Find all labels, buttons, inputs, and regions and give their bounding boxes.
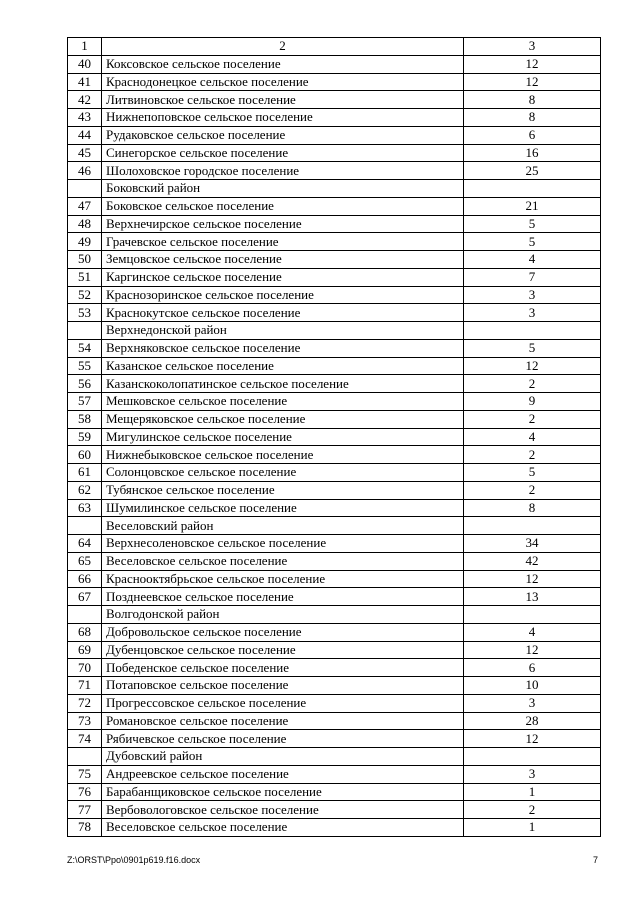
deputy-count: 2	[464, 481, 601, 499]
table-row	[68, 570, 601, 588]
table-row	[68, 641, 601, 659]
deputy-count: 7	[464, 268, 601, 286]
deputy-count: 12	[464, 357, 601, 375]
row-number: 58	[68, 410, 102, 428]
settlement-name: Веселовское сельское поселение	[102, 552, 464, 570]
row-number: 52	[68, 286, 102, 304]
table-row	[68, 677, 601, 695]
settlement-name: Верхнечирское сельское поселение	[102, 215, 464, 233]
district-header-row	[68, 517, 601, 535]
deputy-count: 3	[464, 765, 601, 783]
district-header-row	[68, 180, 601, 198]
row-number: 63	[68, 499, 102, 517]
table-row	[68, 162, 601, 180]
header-col-count: 3	[464, 38, 601, 56]
table-row	[68, 783, 601, 801]
row-number: 66	[68, 570, 102, 588]
deputy-count: 12	[464, 55, 601, 73]
settlement-name: Земцовское сельское поселение	[102, 251, 464, 269]
settlement-name: Прогрессовское сельское поселение	[102, 694, 464, 712]
table-row	[68, 499, 601, 517]
deputy-count: 3	[464, 694, 601, 712]
file-path: Z:\ORST\Ppo\0901p619.f16.docx	[67, 855, 201, 865]
row-number	[68, 322, 102, 340]
settlement-name: Мигулинское сельское поселение	[102, 428, 464, 446]
row-number: 70	[68, 659, 102, 677]
deputy-count: 42	[464, 552, 601, 570]
deputy-count: 4	[464, 428, 601, 446]
settlement-name: Боковское сельское поселение	[102, 197, 464, 215]
table-row	[68, 552, 601, 570]
deputy-count: 2	[464, 446, 601, 464]
row-number	[68, 748, 102, 766]
deputy-count: 5	[464, 464, 601, 482]
row-number	[68, 606, 102, 624]
settlement-name: Литвиновское сельское поселение	[102, 91, 464, 109]
table-row	[68, 251, 601, 269]
table-row	[68, 55, 601, 73]
deputy-count: 5	[464, 215, 601, 233]
row-number: 61	[68, 464, 102, 482]
deputy-count: 8	[464, 499, 601, 517]
row-number	[68, 517, 102, 535]
settlement-name: Дубенцовское сельское поселение	[102, 641, 464, 659]
district-header-row	[68, 606, 601, 624]
row-number: 78	[68, 819, 102, 837]
row-number: 40	[68, 55, 102, 73]
row-number: 64	[68, 535, 102, 553]
settlement-name: Победенское сельское поселение	[102, 659, 464, 677]
row-number: 57	[68, 393, 102, 411]
table-row	[68, 428, 601, 446]
deputy-count: 4	[464, 251, 601, 269]
row-number: 65	[68, 552, 102, 570]
table-row	[68, 304, 601, 322]
table-row	[68, 659, 601, 677]
deputy-count: 12	[464, 730, 601, 748]
settlement-name: Боковский район	[102, 180, 464, 198]
deputy-count: 1	[464, 783, 601, 801]
row-number: 50	[68, 251, 102, 269]
deputy-count	[464, 517, 601, 535]
row-number: 62	[68, 481, 102, 499]
settlement-name: Андреевское сельское поселение	[102, 765, 464, 783]
deputy-count: 25	[464, 162, 601, 180]
row-number: 77	[68, 801, 102, 819]
table-row	[68, 623, 601, 641]
settlement-name: Солонцовское сельское поселение	[102, 464, 464, 482]
settlement-name: Потаповское сельское поселение	[102, 677, 464, 695]
district-header-row	[68, 322, 601, 340]
table-row	[68, 268, 601, 286]
settlement-name: Веселовское сельское поселение	[102, 819, 464, 837]
table-row	[68, 765, 601, 783]
row-number: 45	[68, 144, 102, 162]
row-number: 56	[68, 375, 102, 393]
settlement-name: Веселовский район	[102, 517, 464, 535]
deputy-count: 12	[464, 641, 601, 659]
table-row	[68, 410, 601, 428]
deputy-count: 8	[464, 109, 601, 127]
deputy-count: 21	[464, 197, 601, 215]
settlement-name: Верхнедонской район	[102, 322, 464, 340]
settlement-name: Верхняковское сельское поселение	[102, 339, 464, 357]
settlement-name: Волгодонской район	[102, 606, 464, 624]
table-row	[68, 730, 601, 748]
row-number: 48	[68, 215, 102, 233]
settlement-name: Казанскоколопатинское сельское поселение	[102, 375, 464, 393]
settlement-name: Краснокутское сельское поселение	[102, 304, 464, 322]
deputy-count: 13	[464, 588, 601, 606]
deputy-count: 34	[464, 535, 601, 553]
settlement-name: Шумилинское сельское поселение	[102, 499, 464, 517]
deputy-count: 5	[464, 233, 601, 251]
row-number: 43	[68, 109, 102, 127]
table-row	[68, 109, 601, 127]
page-number: 7	[592, 855, 598, 865]
settlement-name: Верхнесоленовское сельское поселение	[102, 535, 464, 553]
district-header-row	[68, 748, 601, 766]
settlement-name: Тубянское сельское поселение	[102, 481, 464, 499]
settlement-name: Краснозоринское сельское поселение	[102, 286, 464, 304]
row-number: 67	[68, 588, 102, 606]
settlement-name: Краснодонецкое сельское поселение	[102, 73, 464, 91]
settlement-name: Шолоховское городское поселение	[102, 162, 464, 180]
table-row	[68, 464, 601, 482]
settlement-name: Барабанщиковское сельское поселение	[102, 783, 464, 801]
table-row	[68, 91, 601, 109]
deputy-count: 3	[464, 304, 601, 322]
row-number	[68, 180, 102, 198]
row-number: 54	[68, 339, 102, 357]
settlement-name: Синегорское сельское поселение	[102, 144, 464, 162]
deputy-count: 2	[464, 410, 601, 428]
table-row	[68, 215, 601, 233]
deputy-count	[464, 180, 601, 198]
table-row	[68, 535, 601, 553]
header-col-name: 2	[102, 38, 464, 56]
settlement-name: Романовское сельское поселение	[102, 712, 464, 730]
row-number: 42	[68, 91, 102, 109]
deputy-count: 2	[464, 801, 601, 819]
row-number: 72	[68, 694, 102, 712]
row-number: 60	[68, 446, 102, 464]
settlement-name: Мешковское сельское поселение	[102, 393, 464, 411]
settlement-name: Грачевское сельское поселение	[102, 233, 464, 251]
table-row	[68, 801, 601, 819]
table-row	[68, 233, 601, 251]
deputy-count: 28	[464, 712, 601, 730]
table-row	[68, 375, 601, 393]
table-row	[68, 588, 601, 606]
table-row	[68, 481, 601, 499]
settlement-name: Вербовологовское сельское поселение	[102, 801, 464, 819]
deputy-count: 16	[464, 144, 601, 162]
settlement-name: Позднеевское сельское поселение	[102, 588, 464, 606]
deputy-count: 4	[464, 623, 601, 641]
row-number: 68	[68, 623, 102, 641]
row-number: 55	[68, 357, 102, 375]
deputy-count: 12	[464, 73, 601, 91]
table-row	[68, 357, 601, 375]
settlement-name: Нижнепоповское сельское поселение	[102, 109, 464, 127]
row-number: 44	[68, 126, 102, 144]
row-number: 76	[68, 783, 102, 801]
settlement-name: Дубовский район	[102, 748, 464, 766]
row-number: 53	[68, 304, 102, 322]
table-row	[68, 144, 601, 162]
deputy-count: 10	[464, 677, 601, 695]
table-row	[68, 393, 601, 411]
deputy-count	[464, 748, 601, 766]
settlement-name: Нижнебыковское сельское поселение	[102, 446, 464, 464]
deputy-count: 2	[464, 375, 601, 393]
row-number: 46	[68, 162, 102, 180]
deputy-count: 9	[464, 393, 601, 411]
settlements-table	[67, 37, 601, 837]
row-number: 75	[68, 765, 102, 783]
deputy-count: 5	[464, 339, 601, 357]
table-row	[68, 126, 601, 144]
row-number: 47	[68, 197, 102, 215]
deputy-count: 6	[464, 659, 601, 677]
deputy-count	[464, 322, 601, 340]
deputy-count: 6	[464, 126, 601, 144]
table-row	[68, 694, 601, 712]
settlement-name: Добровольское сельское поселение	[102, 623, 464, 641]
settlement-name: Казанское сельское поселение	[102, 357, 464, 375]
header-row	[68, 38, 601, 56]
row-number: 59	[68, 428, 102, 446]
deputy-count: 3	[464, 286, 601, 304]
table-row	[68, 819, 601, 837]
table-row	[68, 712, 601, 730]
settlement-name: Краснооктябрьское сельское поселение	[102, 570, 464, 588]
table-row	[68, 73, 601, 91]
table-row	[68, 339, 601, 357]
row-number: 49	[68, 233, 102, 251]
row-number: 51	[68, 268, 102, 286]
table-body	[68, 55, 601, 836]
deputy-count: 12	[464, 570, 601, 588]
row-number: 73	[68, 712, 102, 730]
settlement-name: Каргинское сельское поселение	[102, 268, 464, 286]
table-row	[68, 197, 601, 215]
settlement-name: Мещеряковское сельское поселение	[102, 410, 464, 428]
settlement-name: Коксовское сельское поселение	[102, 55, 464, 73]
settlement-name: Рябичевское сельское поселение	[102, 730, 464, 748]
deputy-count	[464, 606, 601, 624]
header-col-number: 1	[68, 38, 102, 56]
row-number: 74	[68, 730, 102, 748]
row-number: 71	[68, 677, 102, 695]
row-number: 41	[68, 73, 102, 91]
settlement-name: Рудаковское сельское поселение	[102, 126, 464, 144]
page-footer	[67, 855, 598, 869]
table-row	[68, 286, 601, 304]
row-number: 69	[68, 641, 102, 659]
table-row	[68, 446, 601, 464]
deputy-count: 8	[464, 91, 601, 109]
deputy-count: 1	[464, 819, 601, 837]
